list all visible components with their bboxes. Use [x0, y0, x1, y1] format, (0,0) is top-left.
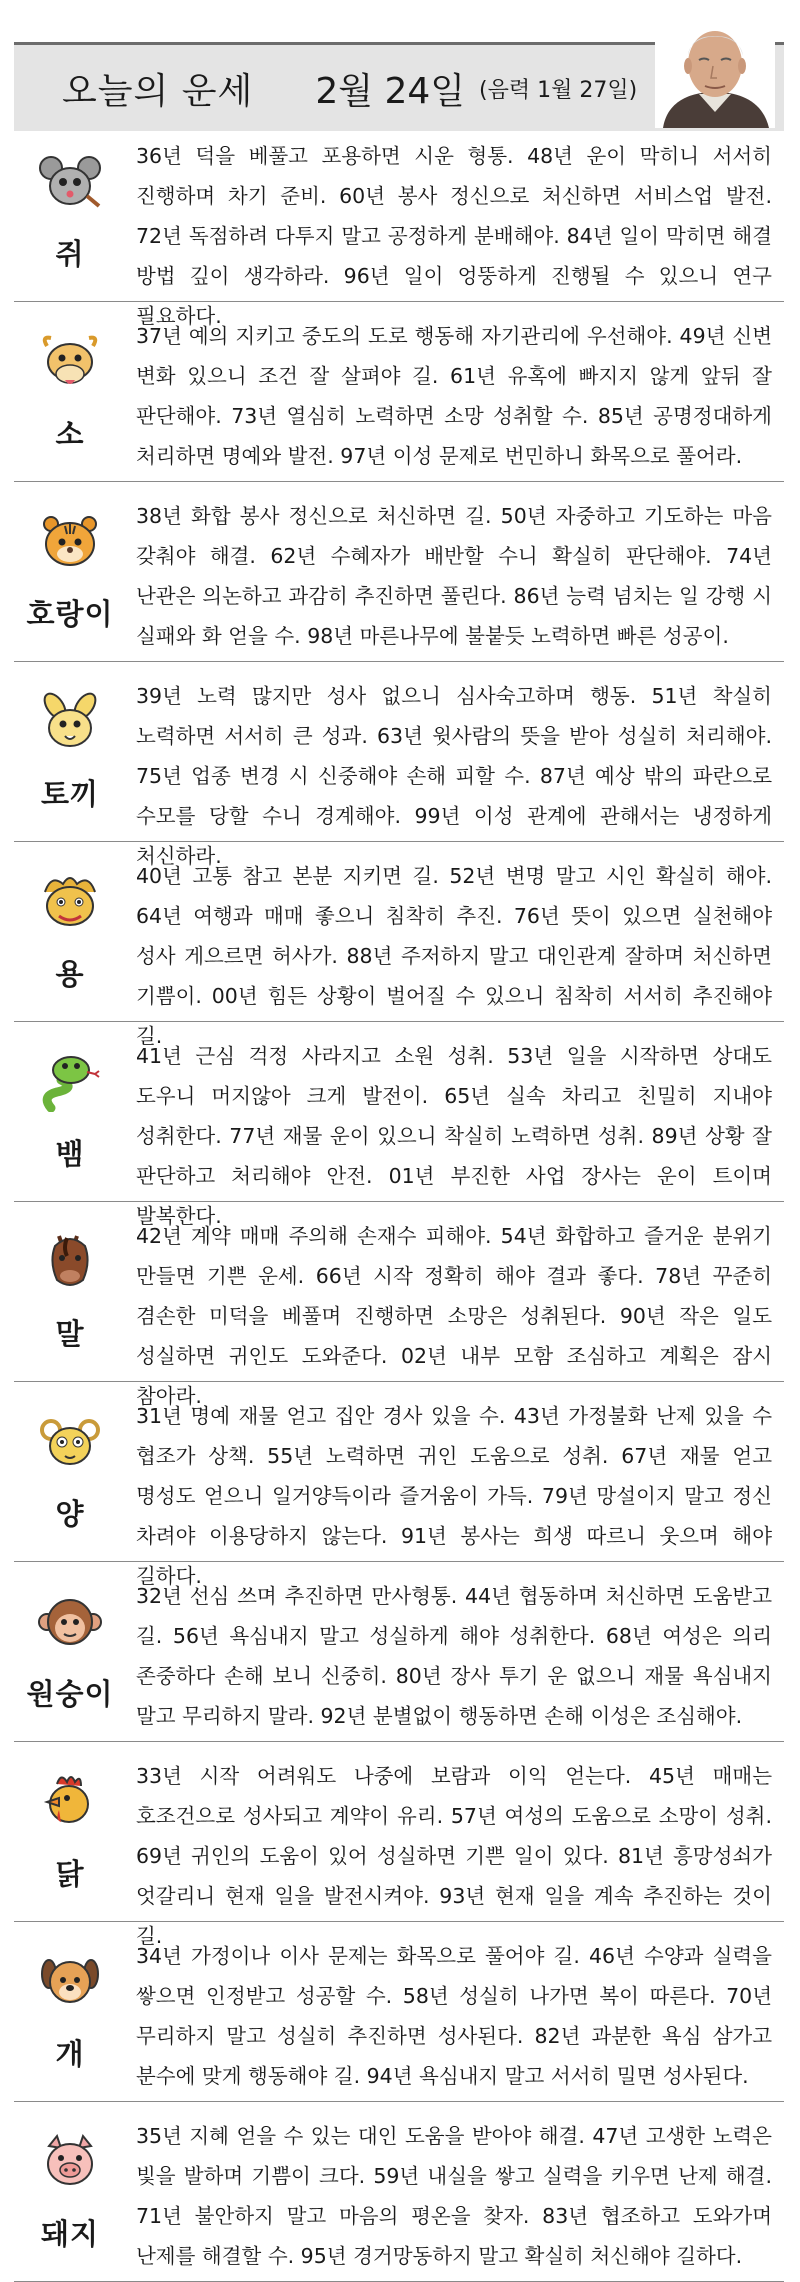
- horse-icon: [37, 1232, 103, 1292]
- fortune-text: 33년 시작 어려워도 나중에 보람과 이익 얻는다. 45년 매매는 호조건으로 성사되고 계약이 유리. 57년 여성의 도움으로 소망이 성취. 69년 귀인의 도움이 있어 성실하면 기쁜 일이 있다. 81년 흥망성쇠가 엇갈리니 현재 일을 발전시켜야. 93년 현재 일을 계속 추진하는 것이 길.: [136, 1764, 772, 1948]
- animal-name: 쥐: [55, 237, 85, 271]
- animal-name: 용: [55, 957, 85, 991]
- rabbit-icon: [37, 692, 103, 752]
- fortune-text: 41년 근심 걱정 사라지고 소원 성취. 53년 일을 시작하면 상대도 도우니 머지않아 크게 발전이. 65년 실속 차리고 친밀히 지내야 성취한다. 77년 재물 운이 있으니 착실히 노력하면 성취. 89년 상황 잘 판단하고 처리해야 안전. 01년 부진한 사업 장사는 운이 트이며 발복한다.: [136, 1044, 772, 1228]
- animal-name: 돼지: [40, 2217, 100, 2251]
- animal-cell: [14, 1382, 126, 1561]
- fortune-row-sheep: [14, 1382, 784, 1588]
- animal-name: 닭: [55, 1857, 85, 1891]
- animal-name: 소: [55, 417, 85, 451]
- rat-icon: [37, 152, 103, 212]
- rooster-icon: [37, 1772, 103, 1832]
- fortune-row-dog: [14, 1922, 784, 2102]
- ox-icon: [37, 332, 103, 392]
- fortune-row-pig: [14, 2102, 784, 2282]
- fortune-list: [14, 122, 784, 2282]
- animal-name: 뱀: [55, 1137, 85, 1171]
- fortune-row-ox: [14, 302, 784, 482]
- animal-cell: [14, 662, 126, 841]
- fortune-row-dragon: [14, 842, 784, 1048]
- page-title: 오늘의 운세: [62, 70, 254, 112]
- dog-icon: [37, 1952, 103, 2012]
- fortune-text: 34년 가정이나 이사 문제는 화목으로 풀어야 길. 46년 수양과 실력을 쌓으면 인정받고 성공할 수. 58년 성실히 나가면 복이 따른다. 70년 무리하지 말고 성실히 추진하면 성사된다. 82년 과분한 욕심 삼가고 분수에 맞게 행동해야 길. 94년 욕심내지 말고 서서히 밀면 성사된다.: [136, 1944, 772, 2088]
- fortune-text: 32년 선심 쓰며 추진하면 만사형통. 44년 협동하며 처신하면 도움받고 길. 56년 욕심내지 말고 성실하게 해야 성취한다. 68년 여성은 의리 존중하다 손해 보니 신중히. 80년 장사 투기 운 없으니 재물 욕심내지 말고 무리하지 말라. 92년 분별없이 행동하면 손해 이성은 조심해야.: [136, 1584, 772, 1728]
- pig-icon: [37, 2132, 103, 2192]
- fortune-row-rabbit: [14, 662, 784, 868]
- date-label: 2월 24일: [315, 70, 466, 112]
- fortune-row-rat: [14, 122, 784, 328]
- fortune-row-monkey: [14, 1562, 784, 1742]
- dragon-icon: [37, 872, 103, 932]
- fortune-text: 40년 고통 참고 본분 지키면 길. 52년 변명 말고 시인 확실히 해야. 64년 여행과 매매 좋으니 침착히 추진. 76년 뜻이 있으면 실천해야 성사 게으르면 허사가. 88년 주저하지 말고 대인관계 잘하며 처신하면 기쁨이. 00년 힘든 상황이 벌어질 수 있으니 침착히 서서히 추진해야 길.: [136, 864, 772, 1048]
- animal-cell: [14, 1562, 126, 1741]
- sheep-icon: [37, 1412, 103, 1472]
- animal-cell: [14, 122, 126, 301]
- fortune-text: 39년 노력 많지만 성사 없으니 심사숙고하며 행동. 51년 착실히 노력하면 서서히 큰 성과. 63년 윗사람의 뜻을 받아 성실히 처리해야. 75년 업종 변경 시 신중해야 손해 피할 수. 87년 예상 밖의 파란으로 수모를 당할 수니 경계해야. 99년 이성 관계에 관해서는 냉정하게 처신하라.: [136, 684, 772, 868]
- animal-cell: [14, 1742, 126, 1921]
- fortune-row-rooster: [14, 1742, 784, 1948]
- animal-name: 말: [55, 1317, 85, 1351]
- snake-icon: [37, 1052, 103, 1112]
- animal-cell: [14, 302, 126, 481]
- fortune-text: 42년 계약 매매 주의해 손재수 피해야. 54년 화합하고 즐거운 분위기 만들면 기쁜 운세. 66년 시작 정확히 해야 결과 좋다. 78년 꾸준히 겸손한 미덕을 베풀며 진행하면 소망은 성취된다. 90년 작은 일도 성실하면 귀인도 도와준다. 02년 내부 모함 조심하고 계획은 잠시 참아라.: [136, 1224, 772, 1408]
- animal-cell: [14, 842, 126, 1021]
- fortune-text: 36년 덕을 베풀고 포용하면 시운 형통. 48년 운이 막히니 서서히 진행하며 차기 준비. 60년 봉사 정신으로 처신하면 서비스업 발전. 72년 독점하려 다투지 말고 공정하게 분배해야. 84년 일이 막히면 해결 방법 깊이 생각하라. 96년 일이 엉뚱하게 진행될 수 있으니 연구 필요하다.: [136, 144, 772, 328]
- fortune-row-tiger: [14, 482, 784, 662]
- tiger-icon: [37, 512, 103, 572]
- animal-cell: [14, 1202, 126, 1381]
- fortune-text: 38년 화합 봉사 정신으로 처신하면 길. 50년 자중하고 기도하는 마음 갖춰야 해결. 62년 수혜자가 배반할 수니 확실히 판단해야. 74년 난관은 의논하고 과감히 추진하면 풀린다. 86년 능력 넘치는 일 강행 시 실패와 화 얻을 수. 98년 마른나무에 불붙듯 노력하면 빠른 성공이.: [136, 504, 772, 648]
- fortune-text: 37년 예의 지키고 중도의 도로 행동해 자기관리에 우선해야. 49년 신변 변화 있으니 조건 잘 살펴야 길. 61년 유혹에 빠지지 않게 앞뒤 잘 판단해야. 73년 열심히 노력하면 소망 성취할 수. 85년 공명정대하게 처리하면 명예와 발전. 97년 이성 문제로 번민하니 화목으로 풀어라.: [136, 324, 772, 468]
- animal-name: 호랑이: [26, 597, 114, 631]
- animal-cell: [14, 2102, 126, 2281]
- fortune-row-horse: [14, 1202, 784, 1408]
- author-portrait: [655, 16, 775, 128]
- animal-name: 양: [55, 1497, 85, 1531]
- animal-name: 개: [55, 2037, 85, 2071]
- animal-cell: [14, 1022, 126, 1201]
- animal-cell: [14, 1922, 126, 2101]
- animal-name: 토끼: [40, 777, 100, 811]
- fortune-text: 35년 지혜 얻을 수 있는 대인 도움을 받아야 해결. 47년 고생한 노력은 빛을 발하며 기쁨이 크다. 59년 내실을 쌓고 실력을 키우면 난제 해결. 71년 불안하지 말고 마음의 평온을 찾자. 83년 협조하고 도와가며 난제를 해결할 수. 95년 경거망동하지 말고 확실히 처신해야 길하다.: [136, 2124, 772, 2268]
- lunar-date-label: (음력 1월 27일): [479, 77, 638, 103]
- animal-name: 원숭이: [26, 1677, 114, 1711]
- animal-cell: [14, 482, 126, 661]
- fortune-row-snake: [14, 1022, 784, 1228]
- fortune-text: 31년 명예 재물 얻고 집안 경사 있을 수. 43년 가정불화 난제 있을 수 협조가 상책. 55년 노력하면 귀인 도움으로 성취. 67년 재물 얻고 명성도 얻으니 일거양득이라 즐거움이 가득. 79년 망설이지 말고 정신 차려야 이용당하지 않는다. 91년 봉사는 희생 따르니 웃으며 해야 길하다.: [136, 1404, 772, 1588]
- monkey-icon: [37, 1592, 103, 1652]
